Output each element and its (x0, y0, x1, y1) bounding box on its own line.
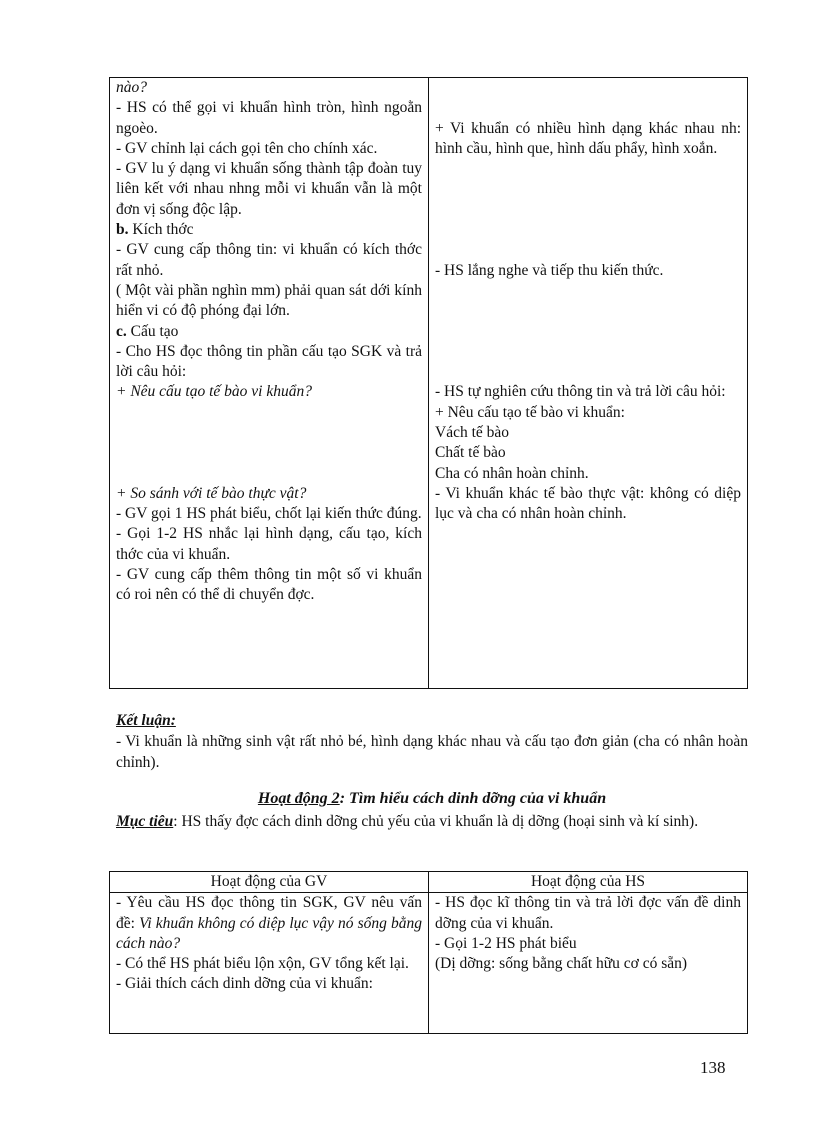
section-marker: b. (116, 221, 129, 239)
section-title: Kích thớc (128, 221, 194, 239)
text-line: Cha có nhân hoàn chỉnh. (435, 464, 589, 482)
activity-2-goal (116, 811, 748, 832)
activity-2-label: Hoạt động 2 (257, 790, 340, 807)
section-heading-size (116, 220, 422, 240)
text-line: - GV chỉnh lại cách gọi tên cho chính xác. (116, 139, 378, 157)
text-line: ( Một vài phần nghìn mm) phải quan sát dới kính hiển vi có độ phóng đại lớn. (116, 281, 422, 320)
teacher-activity-cell (110, 78, 429, 689)
text-segment: - Yêu cầu HS đọc thông tin SGK, GV nêu vấn đề: (116, 894, 422, 932)
text-line: - HS có thể gọi vi khuẩn hình tròn, hình ngoằn ngoèo. (116, 99, 422, 137)
goal-label: Mục tiêu (116, 813, 174, 830)
teacher-activity-cell (110, 893, 429, 1034)
student-activity-cell (429, 893, 748, 1034)
section-marker: c. (116, 322, 127, 340)
header-student: Hoạt động của HS (429, 872, 748, 893)
text-line: Vách tế bào (435, 424, 510, 442)
text-line: - Giải thích cách dinh dỡng của vi khuẩn: (116, 975, 373, 993)
text-line: - HS lắng nghe và tiếp thu kiến thức. (435, 261, 664, 279)
text-line: - HS tự nghiên cứu thông tin và trả lời câu hỏi: (435, 383, 726, 401)
text-line: - GV lu ý dạng vi khuẩn sống thành tập đoàn tuy liên kết với nhau nhng mỗi vi khuẩn vẫn là một đơn vị sống độc lập. (116, 160, 422, 218)
text-line: + Nêu cấu tạo tế bào vi khuẩn: (435, 403, 625, 421)
text-line: - Gọi 1-2 HS nhắc lại hình dạng, cấu tạo, kích thớc của vi khuẩn. (116, 525, 422, 563)
goal-text: : HS thấy đợc cách dinh dỡng chủ yếu của vi khuẩn là dị dỡng (hoại sinh và kí sinh). (173, 813, 699, 830)
text-line: - HS đọc kĩ thông tin và trả lời đợc vấn đề dinh dỡng của vi khuẩn. (435, 894, 741, 932)
text-line: - GV cung cấp thêm thông tin một số vi khuẩn có roi nên có thể di chuyển đợc. (116, 565, 422, 604)
question-line: + So sánh với tế bào thực vật? (116, 484, 307, 502)
text-line: - GV cung cấp thông tin: vi khuẩn có kích thớc rất nhỏ. (116, 241, 422, 279)
text-line: - Có thể HS phát biểu lộn xộn, GV tổng kết lại. (116, 955, 409, 973)
activity-table-continued (109, 77, 748, 689)
text-line: Chất tế bào (435, 444, 506, 462)
text-line: nào? (116, 79, 147, 96)
conclusion-text: - Vi khuẩn là những sinh vật rất nhỏ bé, hình dạng khác nhau và cấu tạo đơn giản (cha có nhân hoàn chỉnh). (116, 733, 748, 771)
header-teacher: Hoạt động của GV (110, 872, 429, 893)
text-line: + Vi khuẩn có nhiều hình dạng khác nhau nh: hình cầu, hình que, hình dấu phẩy, hình xoắn. (435, 119, 741, 157)
text-line: - Cho HS đọc thông tin phần cấu tạo SGK và trả lời câu hỏi: (116, 342, 422, 381)
text-line: - Vi khuẩn khác tế bào thực vật: không có diệp lục và cha có nhân hoàn chỉnh. (435, 484, 741, 523)
activity-2-heading: : Tìm hiểu cách dinh dỡng của vi khuẩn (339, 790, 607, 807)
activity-2-title (116, 790, 748, 808)
conclusion-label: Kết luận: (116, 712, 176, 729)
text-line (116, 893, 422, 954)
question-text: Vi khuẩn không có diệp lục vậy nó sống bằng cách nào? (116, 914, 423, 952)
page-number: 138 (700, 1058, 726, 1077)
question-line: + Nêu cấu tạo tế bào vi khuẩn? (116, 383, 312, 401)
text-line: (Dị dỡng: sống bằng chất hữu cơ có sẵn) (435, 955, 688, 973)
text-line: - Gọi 1-2 HS phát biểu (435, 934, 577, 952)
section-heading-structure (116, 322, 422, 342)
section-title: Cấu tạo (126, 322, 179, 340)
activity-2-table (109, 871, 748, 1034)
conclusion-block (116, 710, 748, 773)
student-activity-cell (429, 78, 748, 689)
text-line: - GV gọi 1 HS phát biểu, chốt lại kiến thức đúng. (116, 505, 422, 523)
